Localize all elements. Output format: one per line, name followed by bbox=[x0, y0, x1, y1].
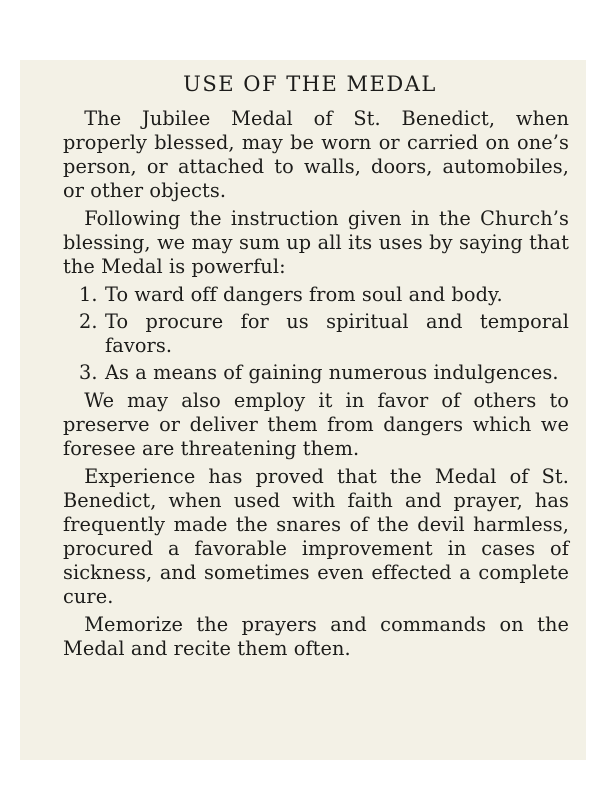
list-item-text: To ward off dangers from soul and body. bbox=[105, 283, 503, 306]
list-item bbox=[63, 310, 569, 358]
list-item-text: To procure for us spiritual and temporal favors. bbox=[105, 310, 569, 357]
paragraph-others: We may also employ it in favor of others to preserve or deliver them from dangers which we foresee are threatening them. bbox=[63, 389, 569, 460]
paragraph-blessing: Following the instruction given in the Church’s blessing, we may sum up all its uses by saying that the Medal is powerful: bbox=[63, 207, 569, 278]
list-item bbox=[63, 283, 569, 307]
list-item-number: 3. bbox=[79, 361, 98, 384]
paragraph-intro: The Jubilee Medal of St. Benedict, when properly blessed, may be worn or carried on one’s person, or attached to walls, doors, automobiles, or other objects. bbox=[63, 107, 569, 202]
paragraph-memorize: Memorize the prayers and commands on the Medal and recite them often. bbox=[63, 613, 569, 660]
list-item-number: 2. bbox=[79, 310, 98, 333]
paragraph-experience: Experience has proved that the Medal of St. Benedict, when used with faith and prayer, has frequently made the snares of the devil harmless, procured a favorable improvement in cases of sickness, and sometimes even effected a complete cure. bbox=[63, 465, 569, 608]
list-item-text: As a means of gaining numerous indulgences. bbox=[105, 361, 559, 384]
list-item bbox=[63, 361, 569, 385]
page-title: USE OF THE MEDAL bbox=[183, 72, 437, 96]
uses-list bbox=[63, 283, 569, 385]
book-page bbox=[20, 60, 586, 760]
list-item-number: 1. bbox=[79, 283, 98, 306]
page-text bbox=[63, 72, 569, 665]
